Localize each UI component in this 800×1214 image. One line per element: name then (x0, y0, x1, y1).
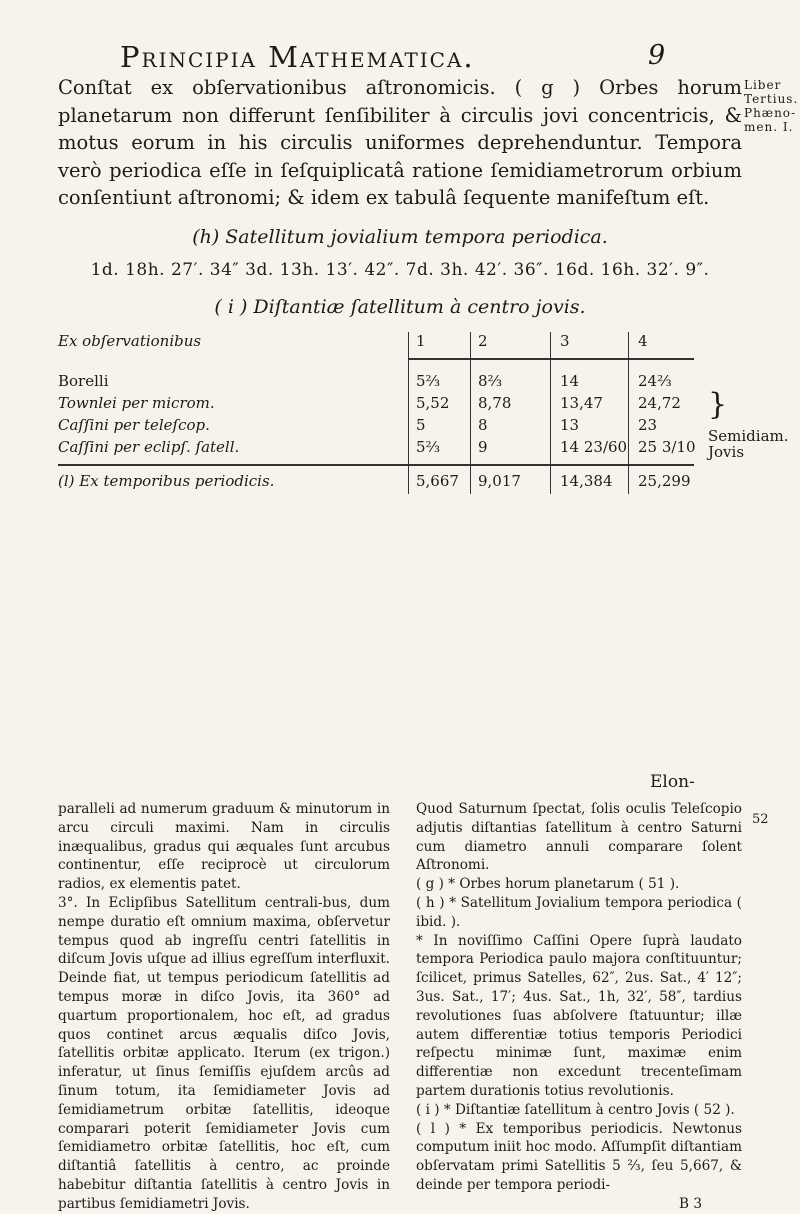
column-rule (550, 332, 551, 494)
cell: 9,017 (478, 472, 521, 490)
cell: 8,78 (478, 394, 512, 412)
column-header: 1 (416, 332, 426, 350)
commentary-right-column (416, 800, 742, 1214)
cell: 14,384 (560, 472, 613, 490)
margin-note-line: men. I. (744, 120, 794, 134)
cell: 5 (416, 416, 426, 434)
cell: 24⅔ (638, 372, 672, 390)
column-header: 4 (638, 332, 648, 350)
cell: 5⅔ (416, 372, 441, 390)
bracket-note: Semidiam. (708, 427, 789, 445)
note-i: ( i ) * Diſtantiæ ſatellitum à centro Jovis ( 52 ). (416, 1101, 735, 1118)
column-rule (408, 332, 409, 494)
row-label: Caſſini per teleſcop. (58, 416, 210, 434)
row-label: (l) Ex temporibus periodicis. (58, 472, 275, 490)
periods-title: (h) Satellitum jovialium tempora periodica. (192, 226, 608, 248)
margin-note-line: Phæno- (744, 106, 797, 120)
margin-note-line: Liber (744, 78, 782, 92)
bracket-note: Jovis (708, 443, 745, 461)
column-rule (470, 332, 471, 494)
cell: 23 (638, 416, 658, 434)
commentary-left-column (58, 800, 390, 1214)
margin-number: 52 (752, 812, 769, 827)
commentary-paragraph: paralleli ad numerum graduum & minutorum in arcu circuli maximi. Nam in circulis inæqualibus, gradus qui æquales ſunt arcubus continentur, eſſe reciprocè ut circulorum radios, ex elementis patet. (58, 801, 390, 893)
page-number: 9 (648, 40, 666, 71)
table-divider (58, 464, 694, 466)
note-cassini: * In noviſſimo Caſſini Opere ſuprà laudato tempora Periodica paulo majora conſtituuntur; ſcilicet, primus Satelles, 62″, 2us. Sat., 4′ 12″; 3us. Sat., 17′; 4us. Sat., 1h, 32′, 58″, tardius revolutiones ſuas abſolvere ſtatuuntur; illæ autem differentiæ totius temporis Periodici reſpectu minimæ ſunt, maximæ enim differentiæ non excedunt trecenteſimam partem durationis totius revolutionis. (416, 932, 742, 1099)
periods-values: 1d. 18h. 27′. 34″ 3d. 13h. 13′. 42″. 7d. 3h. 42′. 36″. 16d. 16h. 32′. 9″. (90, 260, 710, 280)
cell: 24,72 (638, 394, 681, 412)
cell: 9 (478, 438, 488, 456)
header-rule (408, 358, 694, 360)
row-label: Borelli (58, 372, 109, 390)
distances-title: ( i ) Diſtantiæ ſatellitum à centro jovis. (214, 296, 586, 318)
cell: 13 (560, 416, 580, 434)
note-h: ( h ) * Satellitum Jovialium tempora periodica ( ibid. ). (416, 894, 742, 930)
margin-note-line: Tertius. (744, 92, 799, 106)
cell: 5,52 (416, 394, 450, 412)
catchword: Elon- (650, 772, 695, 792)
cell: 25 3/10 (638, 438, 696, 456)
signature-mark: B 3 (679, 1195, 702, 1212)
semidiameter-bracket (708, 387, 789, 461)
cell: 13,47 (560, 394, 603, 412)
intro-paragraph: Conſtat ex obſervationibus aſtronomicis. ( g ) Orbes horum planetarum non differunt ſenſibiliter à circulis jovi concentricis, & motus eorum in his circulis uniformes deprehenduntur. Tempora verò periodica eſſe in ſeſquiplicatâ ratione ſemidiametrorum orbium conſentiunt aſtronomi; & idem ex tabulâ ſequente manifeſtum eſt. (58, 76, 742, 209)
row-label: Caſſini per eclipſ. ſatell. (58, 438, 240, 456)
margin-note (744, 78, 800, 134)
commentary-paragraph: 3°. In Eclipſibus Satellitum centrali-bus, dum nempe duratio eſt omnium maxima, obſervetur tempus quod ab ingreſſu centri ſatellitis in diſcum Jovis uſque ad illius egreſſum interfluxit. Deinde fiat, ut tempus periodicum ſatellitis ad tempus moræ in diſco Jovis, ita 360° ad quartum proportionalem, hoc eſt, ad gradus quos continet arcus æqualis diſco Jovis, ſatellitis orbitæ applicato. Iterum (ex trigon.) inferatur, ut ſinus ſemiſſis ejuſdem arcûs ad ſinum totum, ita ſemidiameter Jovis ad ſemidiametrum orbitæ ſatellitis, ideoque comparari poterit ſemidiameter Jovis cum ſemidiametro orbitæ ſatellitis, hoc eſt, cum diſtantiâ ſatellitis à centro, ac proinde habebitur diſtantia ſatellitis à centro Jovis in partibus ſemidiametri Jovis. (58, 894, 390, 1212)
cell: 5⅔ (416, 438, 441, 456)
column-header: 2 (478, 332, 488, 350)
cell: 14 23/60 (560, 438, 628, 456)
cell: 8 (478, 416, 488, 434)
brace-glyph: } (708, 387, 728, 422)
cell: 25,299 (638, 472, 691, 490)
column-header: 3 (560, 332, 570, 350)
note-l: ( l ) * Ex temporibus periodicis. Newtonus computum iniit hoc modo. Aſſumpſit diſtantiam obſervatam primi Satellitis 5 ⅔, ſeu 5,667, & deinde per tempora periodi- (416, 1120, 742, 1193)
cell: 14 (560, 372, 580, 390)
note-g: ( g ) * Orbes horum planetarum ( 51 ). (416, 876, 680, 893)
table-header-label: Ex obſervationibus (58, 332, 202, 350)
cell: 5,667 (416, 472, 459, 490)
cell: 8⅔ (478, 372, 503, 390)
column-rule (628, 332, 629, 494)
row-label: Townlei per microm. (58, 394, 215, 412)
commentary-paragraph: Quod Saturnum ſpectat, ſolis oculis Teleſcopio adjutis diſtantias ſatellitum à centro Saturni cum diametro annuli comparare ſolent Aſtronomi. (416, 801, 742, 874)
running-title: Principia Mathematica. (120, 40, 475, 74)
